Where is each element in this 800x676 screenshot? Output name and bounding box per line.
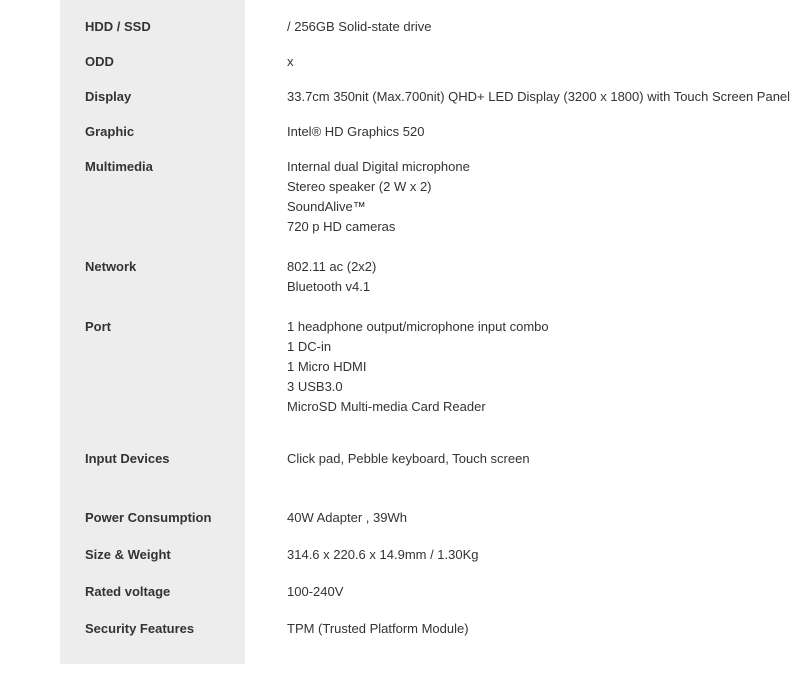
spec-row bbox=[85, 508, 800, 528]
spec-value-line: 40W Adapter , 39Wh bbox=[287, 510, 407, 525]
spec-label: Display bbox=[85, 89, 132, 104]
spec-value-group bbox=[287, 582, 800, 602]
spec-value-group bbox=[287, 122, 800, 142]
spec-value-group bbox=[287, 449, 800, 469]
spec-row bbox=[85, 257, 800, 297]
spec-label: Security Features bbox=[85, 621, 195, 636]
spec-row bbox=[85, 87, 800, 107]
spec-value-group bbox=[287, 257, 800, 297]
spec-value-group bbox=[287, 317, 800, 417]
spec-label: Graphic bbox=[85, 124, 135, 139]
spec-label: Port bbox=[85, 319, 111, 334]
spec-row bbox=[85, 317, 800, 417]
spec-value-line: TPM (Trusted Platform Module) bbox=[287, 621, 469, 636]
spec-value-line: 3 USB3.0 bbox=[287, 379, 343, 394]
spec-value-line: 314.6 x 220.6 x 14.9mm / 1.30Kg bbox=[287, 547, 479, 562]
spec-label: Rated voltage bbox=[85, 584, 171, 599]
spec-value-line: 33.7cm 350nit (Max.700nit) QHD+ LED Display (3200 x 1800) with Touch Screen Panel bbox=[287, 89, 791, 104]
spec-value-line: Bluetooth v4.1 bbox=[287, 279, 371, 294]
spec-label: Size & Weight bbox=[85, 547, 171, 562]
spec-value-group bbox=[287, 545, 800, 565]
spec-value-group bbox=[287, 17, 800, 37]
spec-row bbox=[85, 157, 800, 237]
spec-value-line: 1 DC-in bbox=[287, 339, 332, 354]
spec-value-line: 1 Micro HDMI bbox=[287, 359, 367, 374]
spec-label: Power Consumption bbox=[85, 510, 212, 525]
spec-row bbox=[85, 545, 800, 565]
spec-label: Multimedia bbox=[85, 159, 153, 174]
spec-label: Input Devices bbox=[85, 451, 170, 466]
spec-row bbox=[85, 449, 800, 469]
spec-value-line: Click pad, Pebble keyboard, Touch screen bbox=[287, 451, 530, 466]
spec-value-group bbox=[287, 52, 800, 72]
spec-row bbox=[85, 52, 800, 72]
spec-row bbox=[85, 122, 800, 142]
spec-value-line: MicroSD Multi-media Card Reader bbox=[287, 399, 486, 414]
spec-value-line: 720 p HD cameras bbox=[287, 219, 396, 234]
spec-value-line: SoundAlive™ bbox=[287, 199, 366, 214]
spec-row bbox=[85, 619, 800, 639]
spec-label: HDD / SSD bbox=[85, 19, 151, 34]
spec-value-group bbox=[287, 87, 800, 107]
spec-value-group bbox=[287, 157, 800, 237]
spec-value-line: Internal dual Digital microphone bbox=[287, 159, 470, 174]
spec-label: Network bbox=[85, 259, 137, 274]
spec-value-line: x bbox=[287, 54, 294, 69]
spec-value-line: 1 headphone output/microphone input combo bbox=[287, 319, 549, 334]
spec-value-line: Stereo speaker (2 W x 2) bbox=[287, 179, 432, 194]
spec-value-line: 100-240V bbox=[287, 584, 344, 599]
spec-value-line: Intel® HD Graphics 520 bbox=[287, 124, 425, 139]
spec-value-line: / 256GB Solid-state drive bbox=[287, 19, 432, 34]
spec-value-line: 802.11 ac (2x2) bbox=[287, 259, 377, 274]
spec-value-group bbox=[287, 619, 800, 639]
spec-label: ODD bbox=[85, 54, 114, 69]
spec-row bbox=[85, 582, 800, 602]
spec-value-group bbox=[287, 508, 800, 528]
spec-row bbox=[85, 17, 800, 37]
